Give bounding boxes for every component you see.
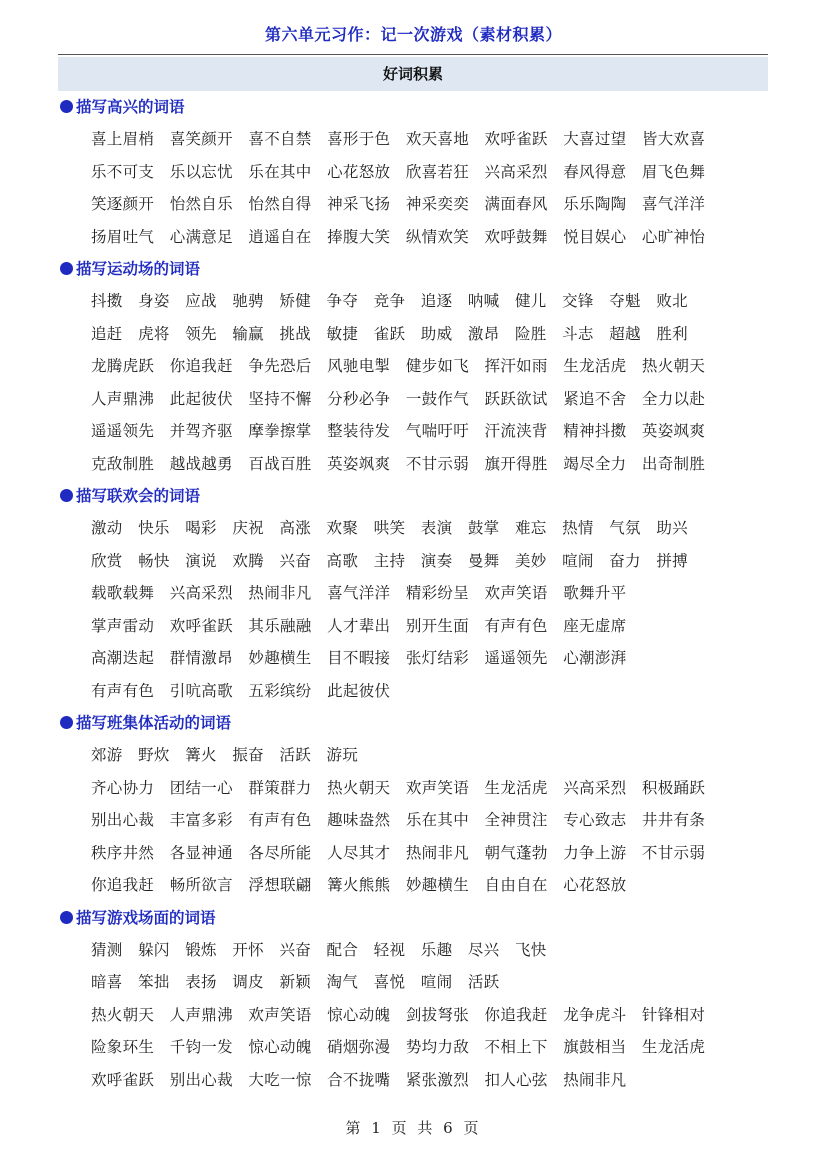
word-item: 遥遥领先 bbox=[484, 649, 548, 667]
word-item: 出奇制胜 bbox=[641, 454, 706, 473]
word-item: 气氛 bbox=[609, 519, 641, 537]
word-item: 篝火熊熊 bbox=[327, 876, 391, 894]
word-item: 奋力 bbox=[609, 551, 641, 570]
word-row bbox=[58, 123, 778, 156]
word-item: 喜形于色 bbox=[327, 130, 391, 148]
word-item: 欢呼鼓舞 bbox=[484, 227, 548, 246]
word-item: 演奏 bbox=[420, 551, 453, 570]
word-item: 热火朝天 bbox=[91, 1005, 155, 1024]
word-item: 郊游 bbox=[91, 746, 123, 764]
word-item: 欢声笑语 bbox=[484, 584, 548, 602]
word-item: 其乐融融 bbox=[248, 616, 312, 635]
word-item: 应战 bbox=[185, 292, 217, 310]
word-row bbox=[58, 221, 778, 254]
word-item: 汗流浃背 bbox=[484, 422, 548, 440]
section-band: 好词积累 bbox=[58, 57, 768, 91]
word-item: 追逐 bbox=[420, 292, 453, 310]
word-item: 喝彩 bbox=[185, 519, 217, 537]
word-item: 越战越勇 bbox=[169, 454, 233, 473]
word-item: 自由自在 bbox=[484, 876, 548, 894]
word-item: 别出心裁 bbox=[91, 811, 155, 829]
word-item: 健步如飞 bbox=[405, 357, 470, 375]
word-item: 热闹非凡 bbox=[405, 843, 470, 862]
word-item: 锻炼 bbox=[185, 940, 217, 959]
word-item: 兴奋 bbox=[279, 551, 312, 570]
word-item: 游玩 bbox=[326, 746, 359, 764]
bullet-icon bbox=[60, 100, 73, 113]
word-item: 庆祝 bbox=[232, 519, 264, 537]
word-item: 各显神通 bbox=[169, 843, 233, 862]
word-row bbox=[58, 545, 778, 578]
word-item: 别出心裁 bbox=[169, 1070, 233, 1089]
word-item: 精彩纷呈 bbox=[405, 584, 470, 602]
word-row bbox=[58, 610, 778, 643]
word-item: 人才辈出 bbox=[327, 616, 391, 635]
word-item: 英姿飒爽 bbox=[327, 454, 391, 473]
word-item: 坚持不懈 bbox=[248, 389, 312, 408]
word-item: 欣赏 bbox=[91, 551, 123, 570]
word-item: 生龙活虎 bbox=[484, 778, 548, 797]
word-item: 开怀 bbox=[232, 940, 264, 959]
word-item: 喜气洋洋 bbox=[327, 584, 391, 602]
word-item: 活跃 bbox=[279, 746, 312, 764]
word-item: 神采奕奕 bbox=[405, 195, 470, 213]
word-item: 矫健 bbox=[279, 292, 312, 310]
word-item: 风驰电掣 bbox=[327, 357, 391, 375]
word-item: 难忘 bbox=[514, 519, 547, 537]
word-item: 热闹非凡 bbox=[248, 584, 312, 602]
word-item: 欢声笑语 bbox=[405, 778, 470, 797]
word-item: 驰骋 bbox=[232, 292, 264, 310]
word-item: 有声有色 bbox=[484, 616, 548, 635]
word-item: 助威 bbox=[420, 324, 453, 343]
word-item: 全神贯注 bbox=[484, 811, 548, 829]
word-item: 热闹非凡 bbox=[563, 1070, 627, 1089]
word-item: 掌声雷动 bbox=[91, 616, 155, 635]
word-item: 捧腹大笑 bbox=[327, 227, 391, 246]
section-heading bbox=[60, 253, 778, 285]
word-item: 争先恐后 bbox=[248, 357, 312, 375]
word-row bbox=[58, 642, 778, 675]
word-item: 高潮迭起 bbox=[91, 649, 155, 667]
word-item: 趣味盎然 bbox=[327, 811, 391, 829]
word-item: 跃跃欲试 bbox=[484, 389, 548, 408]
word-item: 兴奋 bbox=[279, 940, 312, 959]
word-item: 兴高采烈 bbox=[484, 162, 548, 181]
word-item: 合不拢嘴 bbox=[327, 1070, 391, 1089]
word-item: 欢呼雀跃 bbox=[484, 130, 548, 148]
word-item: 心满意足 bbox=[169, 227, 233, 246]
section-heading-label: 描写游戏场面的词语 bbox=[76, 908, 216, 927]
word-item: 挥汗如雨 bbox=[484, 357, 548, 375]
word-item: 克敌制胜 bbox=[91, 454, 155, 473]
word-item: 高歌 bbox=[326, 551, 359, 570]
word-item: 此起彼伏 bbox=[169, 389, 233, 408]
word-item: 健儿 bbox=[514, 292, 547, 310]
word-item: 乐在其中 bbox=[405, 811, 470, 829]
word-item: 精神抖擞 bbox=[563, 422, 627, 440]
word-item: 摩拳擦掌 bbox=[248, 422, 312, 440]
word-item: 喧闹 bbox=[420, 973, 453, 991]
word-item: 猜测 bbox=[91, 940, 123, 959]
word-item: 目不暇接 bbox=[327, 649, 391, 667]
word-item: 躲闪 bbox=[138, 940, 170, 959]
word-item: 专心致志 bbox=[563, 811, 627, 829]
section-heading-label: 描写班集体活动的词语 bbox=[76, 714, 232, 732]
word-item: 朝气蓬勃 bbox=[484, 843, 548, 862]
word-item: 激昂 bbox=[467, 324, 500, 343]
bullet-icon bbox=[60, 262, 73, 275]
word-item: 人尽其才 bbox=[327, 843, 391, 862]
word-item: 剑拔弩张 bbox=[405, 1005, 470, 1024]
bullet-icon bbox=[60, 716, 73, 729]
word-item: 座无虚席 bbox=[563, 616, 627, 635]
word-item: 喜气洋洋 bbox=[641, 195, 706, 213]
word-item: 哄笑 bbox=[373, 519, 406, 537]
word-item: 不甘示弱 bbox=[405, 454, 470, 473]
word-row bbox=[58, 285, 778, 318]
word-item: 暗喜 bbox=[91, 973, 123, 991]
word-item: 欢呼雀跃 bbox=[169, 616, 233, 635]
word-item: 欢聚 bbox=[326, 519, 359, 537]
word-item: 夺魁 bbox=[609, 292, 641, 310]
word-item: 春风得意 bbox=[563, 162, 627, 181]
word-item: 险胜 bbox=[514, 324, 547, 343]
bullet-icon bbox=[60, 489, 73, 502]
word-item: 振奋 bbox=[232, 746, 264, 764]
word-row bbox=[58, 1064, 778, 1097]
word-item: 欢腾 bbox=[232, 551, 264, 570]
word-item: 大吃一惊 bbox=[248, 1070, 312, 1089]
word-row bbox=[58, 772, 778, 805]
word-item: 全力以赴 bbox=[641, 389, 706, 408]
word-item: 身姿 bbox=[138, 292, 170, 310]
word-item: 歌舞升平 bbox=[563, 584, 627, 602]
word-item: 妙趣横生 bbox=[405, 876, 470, 894]
word-item: 激动 bbox=[91, 519, 123, 537]
word-item: 力争上游 bbox=[563, 843, 627, 862]
word-item: 欢呼雀跃 bbox=[91, 1070, 155, 1089]
word-item: 表扬 bbox=[185, 973, 217, 991]
word-item: 势均力敌 bbox=[405, 1038, 470, 1056]
word-item: 竭尽全力 bbox=[563, 454, 627, 473]
word-item: 新颖 bbox=[279, 973, 312, 991]
word-item: 整装待发 bbox=[327, 422, 391, 440]
word-item: 逍遥自在 bbox=[248, 227, 312, 246]
word-item: 有声有色 bbox=[91, 681, 155, 700]
word-item: 妙趣横生 bbox=[248, 649, 312, 667]
word-item: 拼搏 bbox=[656, 551, 688, 570]
word-item: 旗鼓相当 bbox=[563, 1038, 627, 1056]
word-item: 载歌载舞 bbox=[91, 584, 155, 602]
word-item: 怡然自乐 bbox=[169, 195, 233, 213]
word-item: 喜悦 bbox=[373, 973, 406, 991]
word-item: 神采飞扬 bbox=[327, 195, 391, 213]
word-item: 抖擞 bbox=[91, 292, 123, 310]
word-item: 不相上下 bbox=[484, 1038, 548, 1056]
word-item: 遥遥领先 bbox=[91, 422, 155, 440]
word-item: 表演 bbox=[420, 519, 453, 537]
word-item: 淘气 bbox=[326, 973, 359, 991]
word-row bbox=[58, 448, 778, 481]
word-item: 生龙活虎 bbox=[563, 357, 627, 375]
word-item: 竞争 bbox=[373, 292, 406, 310]
word-item: 秩序井然 bbox=[91, 843, 155, 862]
word-item: 野炊 bbox=[138, 746, 170, 764]
word-item: 气喘吁吁 bbox=[405, 422, 470, 440]
word-item: 紧追不舍 bbox=[563, 389, 627, 408]
word-item: 喧闹 bbox=[562, 551, 594, 570]
word-item: 胜利 bbox=[656, 324, 688, 343]
word-item: 乐以忘忧 bbox=[169, 162, 233, 181]
word-item: 热火朝天 bbox=[327, 778, 391, 797]
word-item: 皆大欢喜 bbox=[641, 130, 706, 148]
word-item: 硝烟弥漫 bbox=[327, 1038, 391, 1056]
word-row bbox=[58, 577, 778, 610]
word-item: 群情激昂 bbox=[169, 649, 233, 667]
word-item: 助兴 bbox=[656, 519, 688, 537]
word-item: 群策群力 bbox=[248, 778, 312, 797]
word-row bbox=[58, 966, 778, 999]
word-item: 乐在其中 bbox=[248, 162, 312, 181]
word-row bbox=[58, 415, 778, 448]
word-row bbox=[58, 999, 778, 1032]
word-item: 龙腾虎跃 bbox=[91, 357, 155, 375]
word-item: 险象环生 bbox=[91, 1038, 155, 1056]
word-item: 人声鼎沸 bbox=[91, 389, 155, 408]
word-item: 欢声笑语 bbox=[248, 1005, 312, 1024]
section-heading-label: 描写高兴的词语 bbox=[76, 98, 185, 116]
word-item: 雀跃 bbox=[373, 324, 406, 343]
word-item: 呐喊 bbox=[467, 292, 500, 310]
word-item: 笑逐颜开 bbox=[91, 195, 155, 213]
word-item: 挑战 bbox=[279, 324, 312, 343]
word-item: 五彩缤纷 bbox=[248, 681, 312, 700]
word-item: 快乐 bbox=[138, 519, 170, 537]
word-item: 超越 bbox=[609, 324, 641, 343]
word-item: 斗志 bbox=[562, 324, 594, 343]
word-item: 你追我赶 bbox=[484, 1005, 548, 1024]
bullet-icon bbox=[60, 911, 73, 924]
word-item: 高涨 bbox=[279, 519, 312, 537]
word-item: 有声有色 bbox=[248, 811, 312, 829]
word-item: 心花怒放 bbox=[327, 162, 391, 181]
word-item: 旗开得胜 bbox=[484, 454, 548, 473]
word-row bbox=[58, 739, 778, 772]
word-item: 心潮澎湃 bbox=[563, 649, 627, 667]
word-item: 欣喜若狂 bbox=[405, 162, 470, 181]
word-item: 眉飞色舞 bbox=[641, 162, 706, 181]
word-item: 鼓掌 bbox=[467, 519, 500, 537]
word-item: 惊心动魄 bbox=[248, 1038, 312, 1056]
word-item: 人声鼎沸 bbox=[169, 1005, 233, 1024]
word-item: 积极踊跃 bbox=[641, 778, 706, 797]
word-item: 轻视 bbox=[373, 940, 406, 959]
word-item: 输赢 bbox=[232, 324, 264, 343]
word-item: 百战百胜 bbox=[248, 454, 312, 473]
word-item: 生龙活虎 bbox=[641, 1038, 706, 1056]
word-row bbox=[58, 318, 778, 351]
section-heading bbox=[60, 91, 778, 123]
word-row bbox=[58, 188, 778, 221]
word-item: 丰富多彩 bbox=[169, 811, 233, 829]
word-item: 欢天喜地 bbox=[405, 130, 470, 148]
word-item: 交锋 bbox=[562, 292, 594, 310]
word-item: 喜不自禁 bbox=[248, 130, 312, 148]
page-title: 第六单元习作：记一次游戏（素材积累） bbox=[264, 25, 562, 44]
word-item: 乐乐陶陶 bbox=[563, 195, 627, 213]
word-item: 你追我赶 bbox=[91, 876, 155, 894]
word-item: 追赶 bbox=[91, 324, 123, 343]
section-heading bbox=[60, 480, 778, 512]
word-item: 分秒必争 bbox=[327, 389, 391, 408]
word-item: 热情 bbox=[562, 519, 594, 537]
word-row bbox=[58, 350, 778, 383]
word-item: 张灯结彩 bbox=[405, 649, 470, 667]
word-row bbox=[58, 1031, 778, 1064]
word-item: 领先 bbox=[185, 324, 217, 343]
word-item: 井井有条 bbox=[641, 811, 706, 829]
word-item: 引吭高歌 bbox=[169, 681, 233, 700]
word-item: 虎将 bbox=[138, 324, 170, 343]
word-row bbox=[58, 837, 778, 870]
word-item: 大喜过望 bbox=[563, 130, 627, 148]
word-item: 心旷神怡 bbox=[641, 227, 706, 246]
word-item: 千钧一发 bbox=[169, 1038, 233, 1056]
word-item: 飞快 bbox=[514, 940, 547, 959]
word-item: 别开生面 bbox=[405, 616, 470, 635]
word-item: 龙争虎斗 bbox=[563, 1005, 627, 1024]
word-item: 敏捷 bbox=[326, 324, 359, 343]
word-item: 团结一心 bbox=[169, 778, 233, 797]
word-item: 调皮 bbox=[232, 973, 264, 991]
word-item: 紧张激烈 bbox=[405, 1070, 470, 1089]
word-row bbox=[58, 383, 778, 416]
word-item: 怡然自得 bbox=[248, 195, 312, 213]
word-item: 一鼓作气 bbox=[405, 389, 470, 408]
word-list bbox=[58, 91, 778, 1096]
word-item: 悦目娱心 bbox=[563, 227, 627, 246]
word-item: 笨拙 bbox=[138, 973, 170, 991]
word-item: 美妙 bbox=[514, 551, 547, 570]
word-item: 篝火 bbox=[185, 746, 217, 764]
word-row bbox=[58, 156, 778, 189]
word-item: 畅快 bbox=[138, 551, 170, 570]
word-item: 曼舞 bbox=[467, 551, 500, 570]
section-heading bbox=[60, 707, 778, 739]
word-row bbox=[58, 934, 778, 967]
word-item: 乐趣 bbox=[420, 940, 453, 959]
word-item: 兴高采烈 bbox=[169, 584, 233, 602]
word-item: 心花怒放 bbox=[563, 876, 627, 894]
word-row bbox=[58, 869, 778, 902]
word-item: 齐心协力 bbox=[91, 778, 155, 797]
word-item: 热火朝天 bbox=[641, 357, 706, 375]
word-item: 演说 bbox=[185, 551, 217, 570]
word-item: 争夺 bbox=[326, 292, 359, 310]
section-heading bbox=[60, 902, 778, 934]
word-item: 主持 bbox=[373, 551, 406, 570]
word-item: 英姿飒爽 bbox=[641, 422, 706, 440]
word-row bbox=[58, 804, 778, 837]
title-divider bbox=[58, 54, 768, 55]
page-footer: 第 1 页 共 6 页 bbox=[345, 1119, 482, 1137]
word-item: 败北 bbox=[656, 292, 688, 310]
word-item: 各尽所能 bbox=[248, 843, 312, 862]
word-item: 针锋相对 bbox=[641, 1005, 706, 1024]
word-item: 惊心动魄 bbox=[327, 1005, 391, 1024]
word-row bbox=[58, 675, 778, 708]
word-item: 扣人心弦 bbox=[484, 1070, 548, 1089]
word-item: 你追我赶 bbox=[169, 357, 233, 375]
word-item: 活跃 bbox=[467, 973, 500, 991]
word-item: 兴高采烈 bbox=[563, 778, 627, 797]
word-item: 纵情欢笑 bbox=[405, 227, 470, 246]
word-item: 喜上眉梢 bbox=[91, 130, 155, 148]
word-item: 浮想联翩 bbox=[248, 876, 312, 894]
word-item: 此起彼伏 bbox=[327, 681, 391, 700]
word-item: 并驾齐驱 bbox=[169, 422, 233, 440]
section-heading-label: 描写运动场的词语 bbox=[76, 260, 201, 278]
word-item: 不甘示弱 bbox=[641, 843, 706, 862]
word-row bbox=[58, 512, 778, 545]
word-item: 乐不可支 bbox=[91, 162, 155, 181]
word-item: 喜笑颜开 bbox=[169, 130, 233, 148]
word-item: 畅所欲言 bbox=[169, 876, 233, 894]
word-item: 满面春风 bbox=[484, 195, 548, 213]
section-heading-label: 描写联欢会的词语 bbox=[76, 487, 201, 505]
word-item: 配合 bbox=[326, 940, 359, 959]
word-item: 扬眉吐气 bbox=[91, 227, 155, 246]
word-item: 尽兴 bbox=[467, 940, 500, 959]
